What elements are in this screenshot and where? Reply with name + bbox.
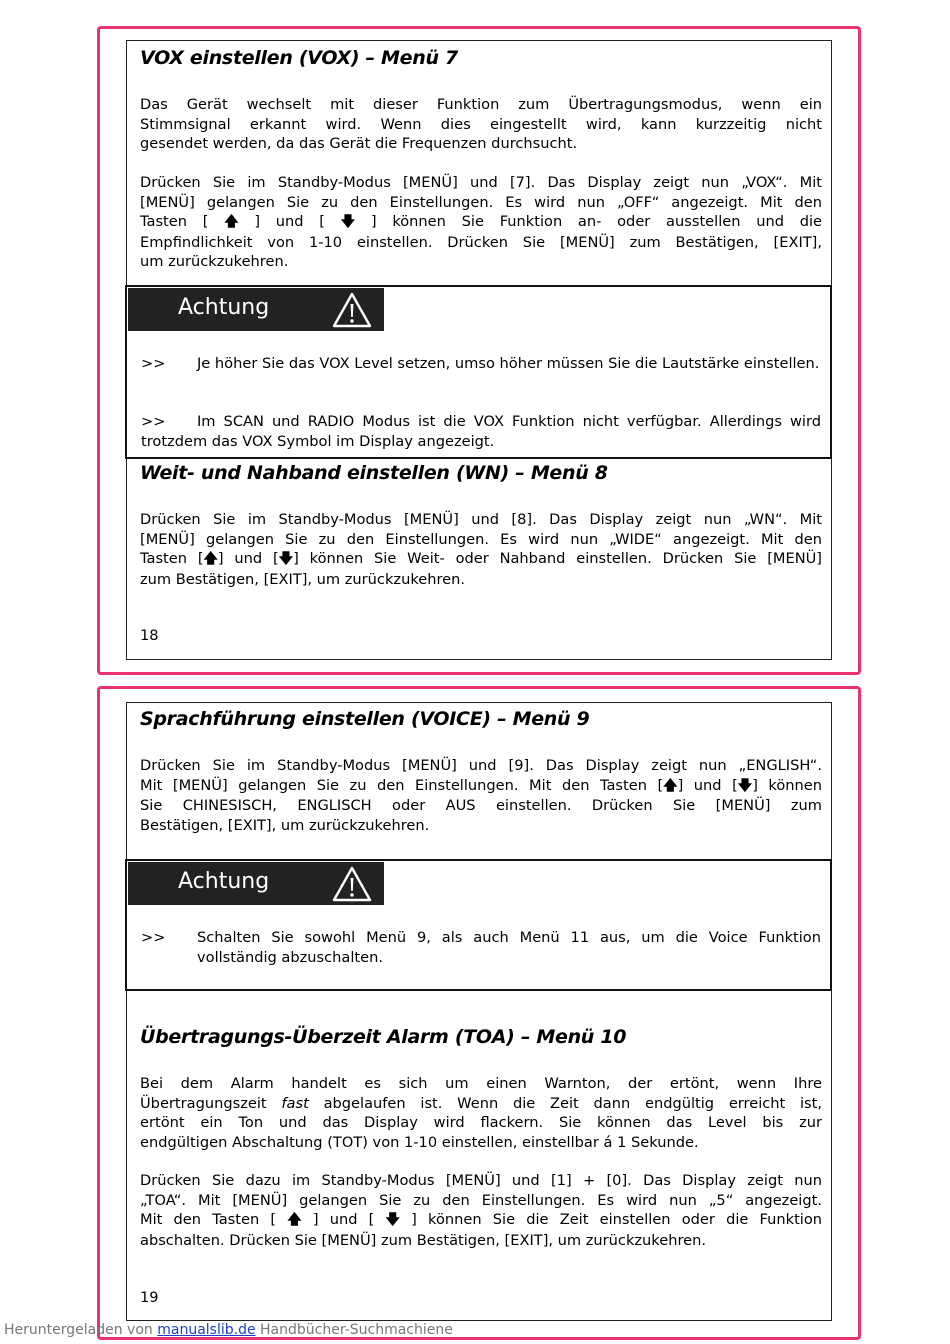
- arrow-up-icon: 🡅: [663, 777, 678, 794]
- voice-heading: Sprachführung einstellen (VOICE) – Menü 9: [140, 708, 590, 730]
- wn-paragraph: Drücken Sie im Standby-Modus [MENÜ] und [8]. Das Display zeigt nun „WN“. Mit [MENÜ] gelangen Sie zu den Einstellungen. Es wird nun „WIDE“ angezeigt. Mit den Tasten [🡅] und [🡇] können Sie Weit- oder Nahband einstellen. Drücken Sie [MENÜ] zum Bestätigen, [EXIT], um zurückzukehren.: [140, 511, 823, 588]
- vox-heading: VOX einstellen (VOX) – Menü 7: [140, 47, 458, 69]
- arrow-up-icon: 🡅: [203, 551, 218, 567]
- arrow-down-icon: 🡇: [385, 1212, 400, 1228]
- arrow-down-icon: 🡇: [278, 551, 294, 567]
- warning-banner: [128, 862, 384, 905]
- warning-item: >> Schalten Sie sowohl Menü 9, als auch Menü 11 aus, um die Voice Funktion vollständig abzuschalten.: [141, 929, 821, 966]
- warning-triangle-icon: [331, 865, 373, 903]
- arrow-up-icon: 🡅: [224, 214, 239, 230]
- arrow-down-icon: 🡇: [340, 214, 356, 230]
- warning-triangle-icon: [331, 291, 373, 329]
- arrow-down-icon: 🡇: [737, 777, 753, 794]
- download-footer: Heruntergeladen von manualslib.de Handbücher-Suchmachiene: [4, 1322, 453, 1338]
- voice-paragraph: Drücken Sie im Standby-Modus [MENÜ] und [9]. Das Display zeigt nun „ENGLISH“. Mit [MENÜ] gelangen Sie zu den Einstellungen. Mit den Tasten [🡅] und [🡇] können Sie CHINESISCH, ENGLISCH oder AUS einstellen. Drücken Sie [MENÜ] zum Bestätigen, [EXIT], um zurückzukehren.: [140, 757, 822, 834]
- toa-paragraph-1: Bei dem Alarm handelt es sich um einen Warnton, der ertönt, wenn Ihre Übertragungszeit fast abgelaufen ist. Wenn die Zeit dann endgültig erreicht ist, ertönt ein Ton und das Display wird flackern. Sie können das Level bis zur endgültigen Abschaltung (TOT) von 1-10 einstellen, einstellbar á 1 Sekunde.: [140, 1075, 823, 1151]
- page-number: 18: [140, 627, 159, 644]
- warning-banner: [128, 288, 384, 331]
- vox-paragraph-1: Das Gerät wechselt mit dieser Funktion zum Übertragungsmodus, wenn ein Stimmsignal erkannt wird. Wenn dies eingestellt wird, kann kurzzeitig nicht gesendet werden, da das Gerät die Frequenzen durchsucht.: [140, 96, 822, 152]
- toa-heading: Übertragungs-Überzeit Alarm (TOA) – Menü 10: [140, 1026, 627, 1048]
- toa-paragraph-2: Drücken Sie dazu im Standby-Modus [MENÜ] und [1] + [0]. Das Display zeigt nun „TOA“. Mit [MENÜ] gelangen Sie zu den Einstellungen. Es wird nun „5“ angezeigt. Mit den Tasten [ 🡅 ] und [ 🡇 ] können Sie die Zeit einstellen oder die Funktion abschalten. Drücken Sie [MENÜ] zum Bestätigen, [EXIT], um zurückzukehren.: [140, 1172, 823, 1249]
- warning-box-vox: [125, 285, 832, 459]
- warning-box-voice: [125, 859, 832, 991]
- vox-paragraph-2: Drücken Sie im Standby-Modus [MENÜ] und [7]. Das Display zeigt nun „VOX“. Mit [MENÜ] gelangen Sie zu den Einstellungen. Es wird nun „OFF“ angezeigt. Mit den Tasten [ 🡅 ] und [ 🡇 ] können Sie Funktion an- oder ausstellen und die Empfindlichkeit von 1-10 einstellen. Drücken Sie [MENÜ] zum Bestätigen, [EXIT], um zurückzukehren.: [140, 174, 823, 270]
- manualslib-link[interactable]: manualslib.de: [157, 1322, 256, 1338]
- warning-item: >> Im SCAN und RADIO Modus ist die VOX Funktion nicht verfügbar. Allerdings wird trotzdem das VOX Symbol im Display angezeigt.: [141, 413, 821, 450]
- warning-label: Achtung: [178, 869, 270, 894]
- wn-heading: Weit- und Nahband einstellen (WN) – Menü 8: [140, 462, 608, 484]
- warning-label: Achtung: [178, 295, 270, 320]
- warning-item: >> Je höher Sie das VOX Level setzen, umso höher müssen Sie die Lautstärke einstellen.: [141, 355, 820, 372]
- list-marker: >>: [141, 355, 166, 372]
- list-marker: >>: [141, 413, 166, 430]
- arrow-up-icon: 🡅: [287, 1212, 302, 1228]
- page-number: 19: [140, 1289, 159, 1306]
- list-marker: >>: [141, 929, 166, 946]
